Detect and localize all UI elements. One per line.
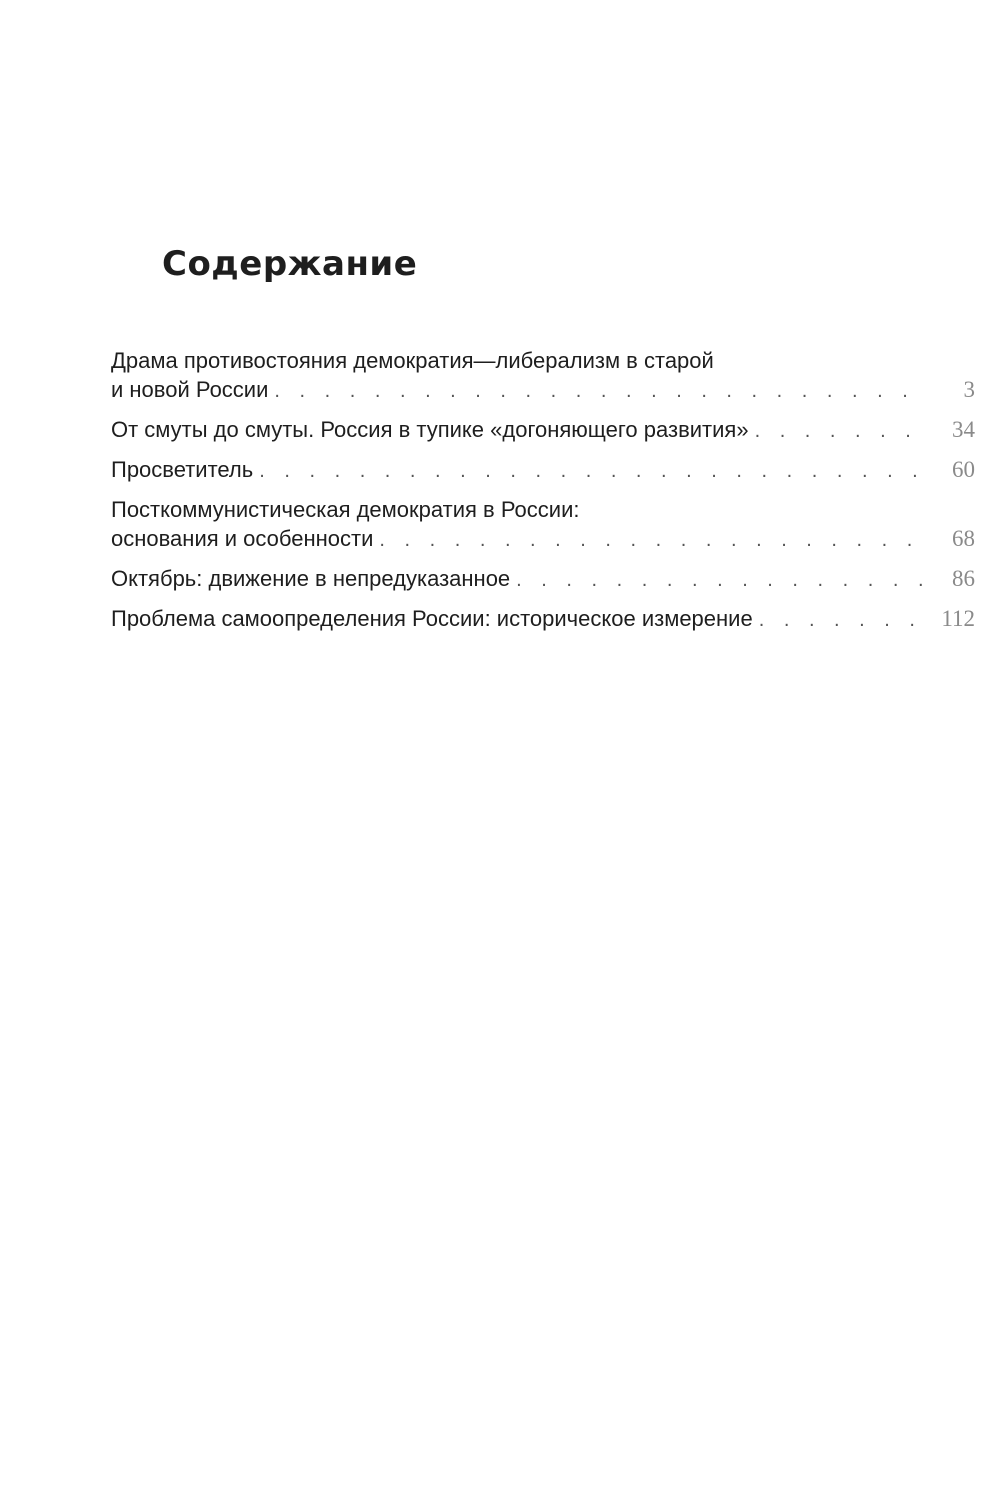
toc-page-number: 112 [941,606,975,631]
toc-page-number: 68 [952,526,975,551]
toc-entry-title: основания и особенности [111,526,374,551]
toc-entry[interactable] [111,495,975,553]
dot-leader [379,526,923,555]
toc-entry-title-line: Драма противостояния демократия—либерализм в старой [111,348,714,373]
toc-entry-title-line: Посткоммунистическая демократия в России: [111,497,580,522]
dot-leader [274,377,923,406]
toc-heading: Содержание [162,244,418,284]
dot-leader [755,417,923,446]
toc-entry[interactable] [111,415,975,444]
toc-entry-title: Просветитель [111,457,254,482]
toc-entry-title: От смуты до смуты. Россия в тупике «догоняющего развития» [111,417,749,442]
table-of-contents [111,346,975,644]
toc-page-number: 3 [963,377,975,402]
dot-leader [759,606,923,635]
toc-entry[interactable] [111,455,975,484]
toc-entry-title: Октябрь: движение в непредуказанное [111,566,511,591]
toc-page-number: 86 [952,566,975,591]
toc-entry-title: и новой России [111,377,269,402]
toc-page-number: 34 [952,417,975,442]
dot-leader [259,457,923,486]
toc-entry[interactable] [111,604,975,633]
toc-entry-title: Проблема самоопределения России: историческое измерение [111,606,753,631]
toc-entry[interactable] [111,346,975,404]
toc-entry[interactable] [111,564,975,593]
toc-page-number: 60 [952,457,975,482]
dot-leader [516,566,923,595]
